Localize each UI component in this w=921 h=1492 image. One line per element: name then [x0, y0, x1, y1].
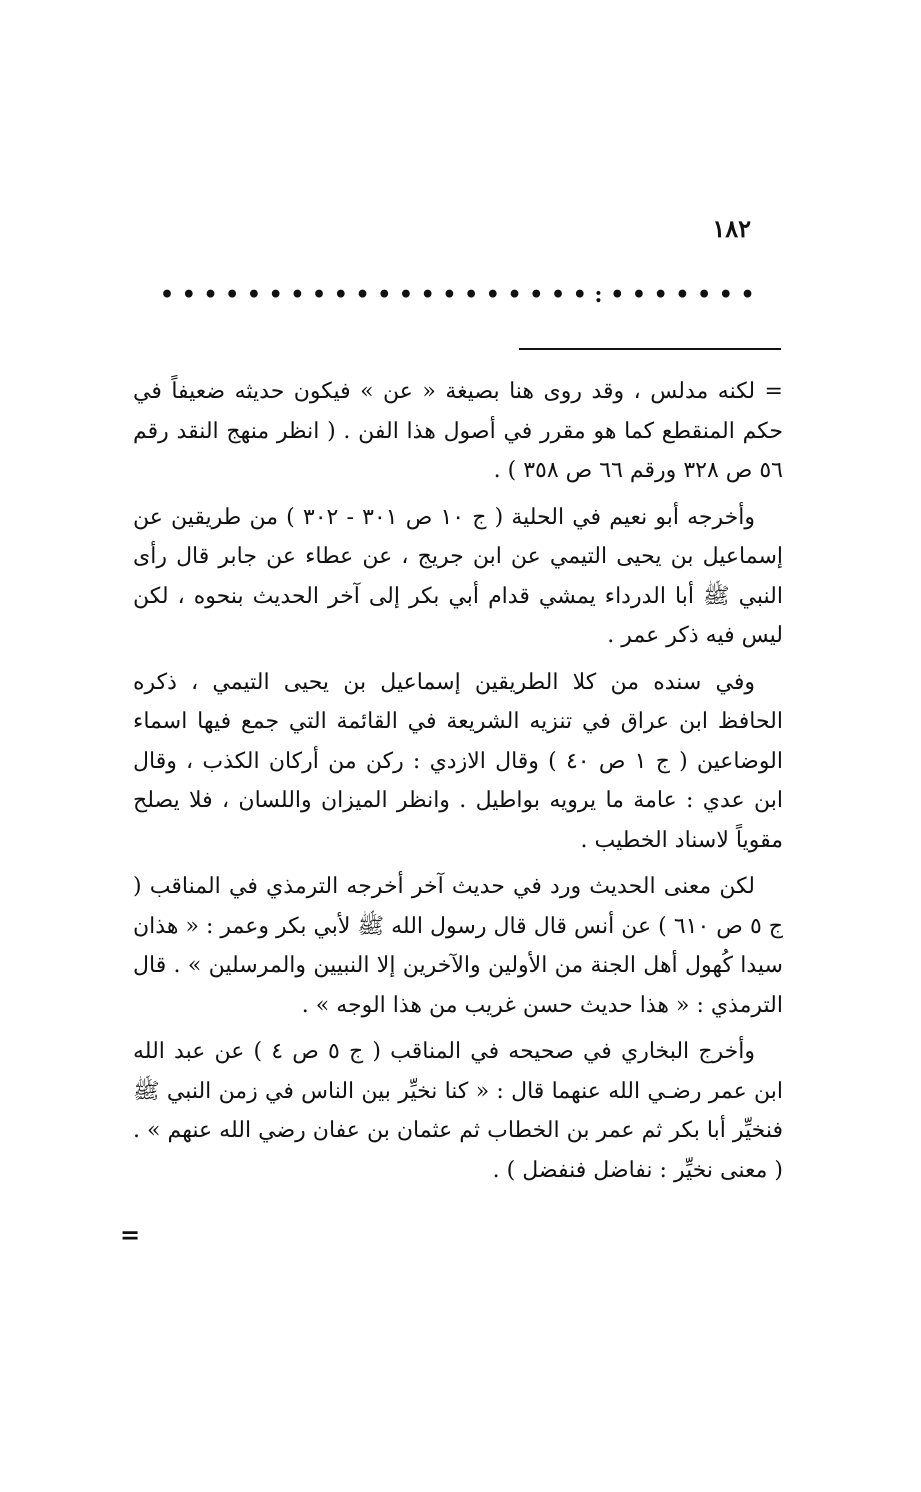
footnote-separator-rule	[519, 348, 781, 350]
ornament-dot-row: • • • • • • • • • • • • • • • • • • • • : • • • • • • •	[160, 282, 755, 308]
paragraph-3: وفي سنده من كلا الطريقين إسماعيل بن يحيى التيمي ، ذكره الحافظ ابن عراق في تنزيه الشريعة في القائمة التي جمع فيها اسماء الوضاعين ( ج ١ ص ٤٠ ) وقال الازدي : ركن من أركان الكذب ، وقال ابن عدي : عامة ما يرويه بواطيل . وانظر الميزان واللسان ، فلا يصلح مقوياً لاسناد الخطيب .	[133, 669, 783, 853]
continuation-mark: =	[120, 1220, 141, 1249]
page-number: ١٨٢	[712, 214, 751, 243]
paragraph-1: = لكنه مدلس ، وقد روى هنا بصيغة « عن » فيكون حديثه ضعيفاً في حكم المنقطع كما هو مقرر في أصول هذا الفن . ( انظر منهج النقد رقم ٥٦ ص ٣٢٨ ورقم ٦٦ ص ٣٥٨ ) .	[133, 379, 783, 483]
paragraph-4: لكن معنى الحديث ورد في حديث آخر أخرجه الترمذي في المناقب ( ج ٥ ص ٦١٠ ) عن أنس قال قال رسول الله ﷺ لأبي بكر وعمر : « هذان سيدا كُهول أهل الجنة من الأولين والآخرين إلا النبيين والمرسلين » . قال الترمذي : « هذا حديث حسن غريب من هذا الوجه » .	[133, 874, 783, 1018]
paragraph-2: وأخرجه أبو نعيم في الحلية ( ج ١٠ ص ٣٠١ - ٣٠٢ ) من طريقين عن إسماعيل بن يحيى التيمي عن ابن جريج ، عن عطاء عن جابر قال رأى النبي ﷺ أبا الدرداء يمشي قدام أبي بكر إلى آخر الحديث بنحوه ، لكن ليس فيه ذكر عمر .	[133, 504, 783, 648]
paragraph-5: وأخرج البخاري في صحيحه في المناقب ( ج ٥ ص ٤ ) عن عبد الله ابن عمر رضـي الله عنهما قال : « كنا نخيِّر بين الناس في زمن النبي ﷺ فنخيِّر أبا بكر ثم عمر بن الخطاب ثم عثمان بن عفان رضي الله عنهم » . ( معنى نخيِّر : نفاضل فنفضل ) .	[133, 1039, 783, 1183]
footnote-body	[133, 372, 783, 1197]
